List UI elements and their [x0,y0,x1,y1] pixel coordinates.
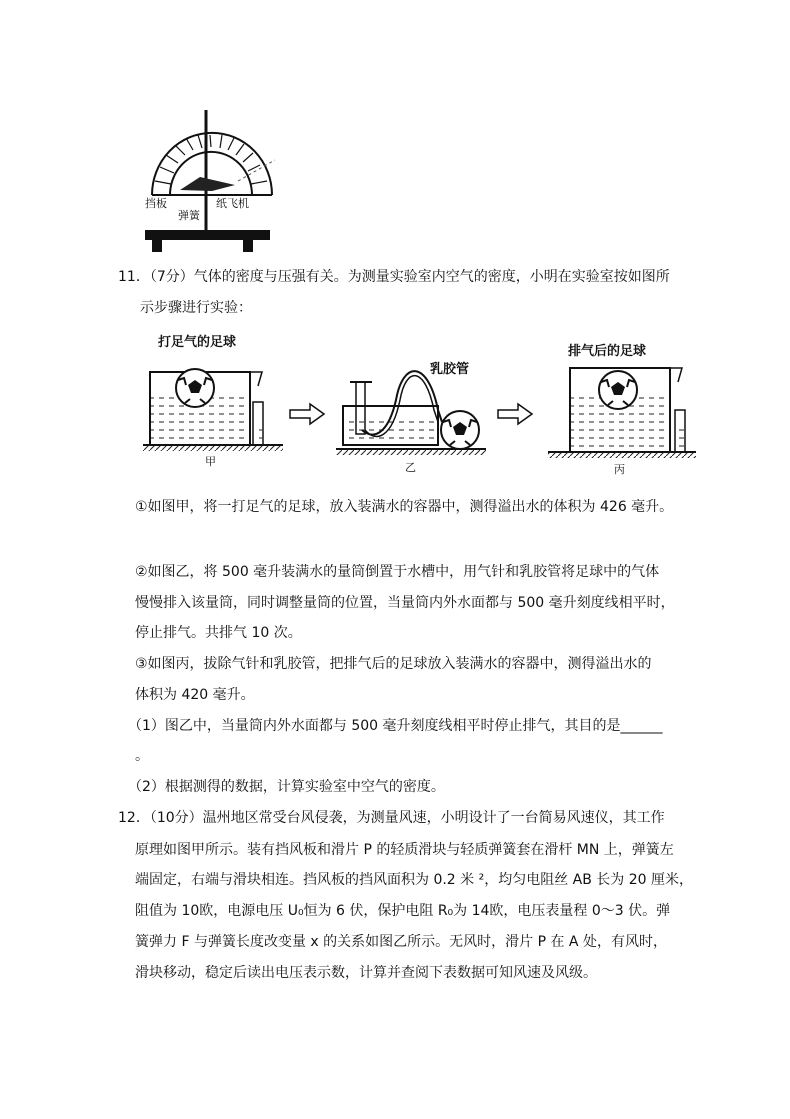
q11-line1: 11．（7分）气体的密度与压强有关。为测量实验室内空气的密度，小明在实验室按如图所 [118,269,670,285]
protractor-ticks [155,135,267,184]
label-bing: 丙 [614,463,625,476]
q12-line6: 滑块移动，稳定后读出电压表示数，计算并查阅下表数据可知风速及风级。 [135,965,597,981]
label-ball-full: 打足气的足球 [158,335,237,350]
q11-step3-line1: ③如图丙，拔除气针和乳胶管，把排气后的足球放入装满水的容器中，测得溢出水的 [135,656,652,672]
q11-line2: 示步骤进行实验： [140,300,252,316]
container-a [143,369,283,451]
container-c [548,368,696,458]
q12-line1: 12．（10分）温州地区常受台风侵袭，为测量风速，小明设计了一台简易风速仪，其工作 [118,810,665,826]
q12-line5: 簧弹力 F 与弹簧长度改变量 x 的关系如图乙所示。无风时，滑片 P 在 A 处，有风时， [135,934,667,950]
label-baffle: 挡板 [145,197,167,210]
q11-step1: ①如图甲，将一打足气的足球，放入装满水的容器中，测得溢出水的体积为 426 毫升。 [135,499,674,515]
q11-sub1-line2: 。 [135,748,149,764]
soccer-ball-icon [176,369,214,407]
label-latex-tube: 乳胶管 [430,362,470,377]
container-b [336,371,486,455]
label-jia: 甲 [205,455,216,468]
q11-step2-line2: 慢慢排入该量筒，同时调整量筒的位置，当量筒内外水面都与 500 毫升刻度线相平时， [135,595,675,611]
label-paper-plane: 纸飞机 [216,197,249,210]
arrow-icon [498,404,532,424]
q11-sub2: （2）根据测得的数据，计算实验室中空气的密度。 [128,779,445,795]
q11-sub1-line1: （1）图乙中，当量筒内外水面都与 500 毫升刻度线相平时停止排气，其目的是______ [128,718,663,734]
q12-line3: 端固定，右端与滑块相连。挡风板的挡风面积为 0.2 米 ²，均匀电阻丝 AB 长为 20 厘米， [135,872,694,888]
label-yi: 乙 [405,461,416,474]
q11-step2-line3: 停止排气。共排气 10 次。 [135,625,302,641]
soccer-ball-icon [599,371,637,409]
q12-line2: 原理如图甲所示。装有挡风板和滑片 P 的轻质滑块与轻质弹簧套在滑杆 MN 上，弹簧左 [135,842,674,858]
q11-step2-line1: ②如图乙，将 500 毫升装满水的量筒倒置于水槽中，用气针和乳胶管将足球中的气体 [135,564,660,580]
label-ball-after: 排气后的足球 [568,344,647,359]
arrow-icon [290,404,324,424]
protractor-figure [140,105,275,255]
soccer-ball-icon [441,411,479,449]
q12-line4: 阻值为 10欧，电源电压 U₀恒为 6 伏，保护电阻 R₀为 14欧，电压表量程 0～3 伏。弹 [135,903,671,919]
label-spring: 弹簧 [178,209,200,222]
stand-base [145,230,270,240]
q11-step3-line2: 体积为 420 毫升。 [135,687,255,703]
paper-plane-icon [180,177,235,191]
